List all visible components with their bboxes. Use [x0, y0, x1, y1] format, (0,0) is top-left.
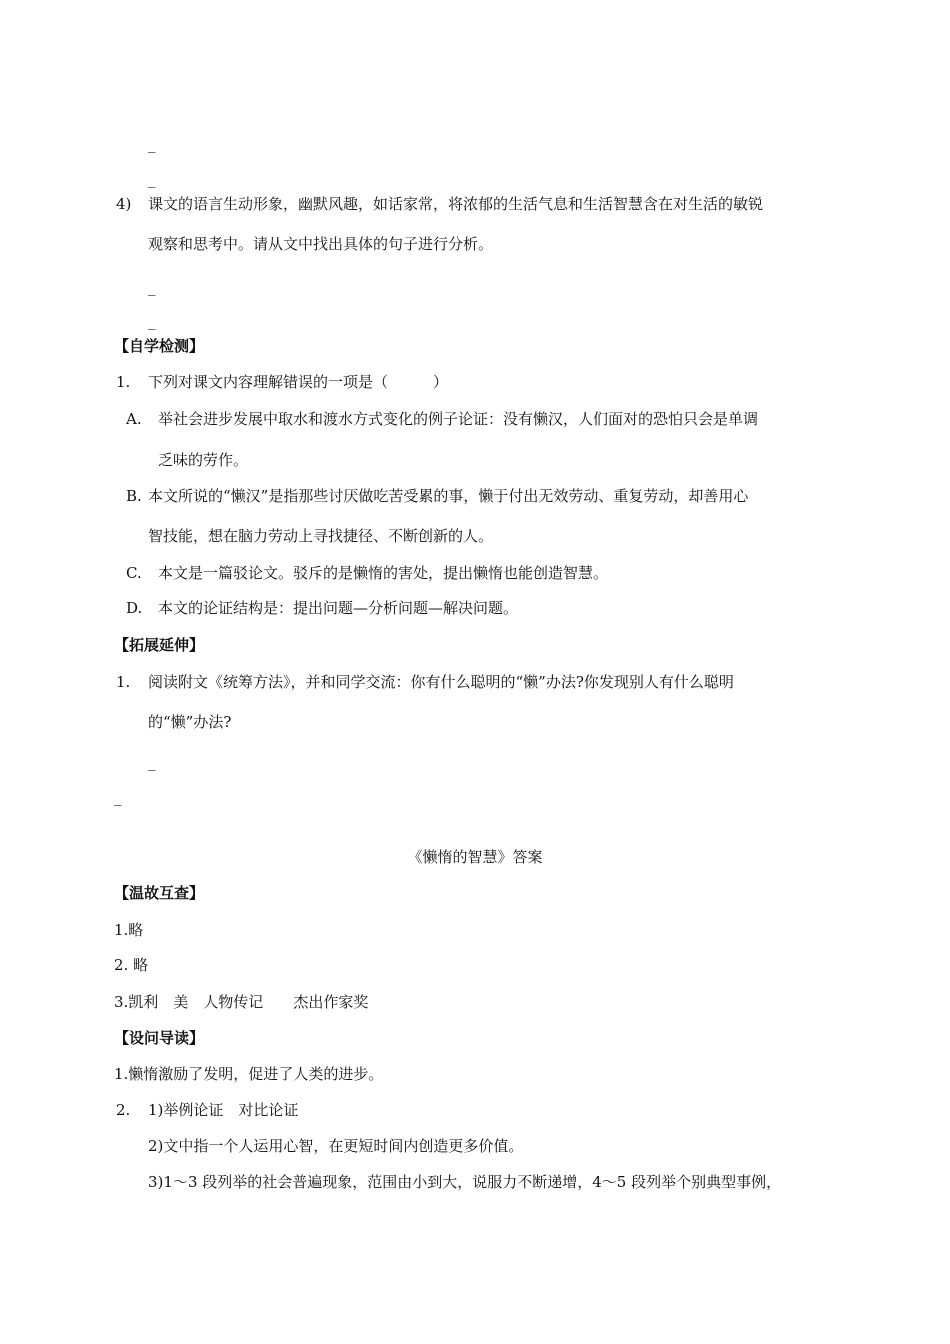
option-text-d: 本文的论证结构是：提出问题—分析问题—解决问题。 [158, 599, 519, 617]
section-heading-guide: 【设问导读】 [114, 1029, 205, 1047]
option-text-c: 本文是一篇驳论文。驳斥的是懒惰的害处，提出懒惰也能创造智慧。 [158, 564, 609, 582]
option-label-d: D. [126, 599, 143, 617]
section-heading-self-test: 【自学检测】 [114, 337, 205, 355]
question-number: 2. [116, 1101, 131, 1119]
option-text-a: 举社会进步发展中取水和渡水方式变化的例子论证：没有懒汉，人们面对的恐怕只会是单调 [158, 410, 759, 428]
answer-blank-line: _ [148, 278, 156, 296]
answer-item: 1)举例论证 对比论证 [148, 1101, 299, 1119]
answer-item: 1.略 [114, 921, 144, 939]
question-text: 下列对课文内容理解错误的一项是（ ） [148, 373, 449, 391]
section-heading-extension: 【拓展延伸】 [114, 636, 205, 654]
option-label-a: A. [126, 410, 142, 428]
question-text: 阅读附文《统筹方法》，并和同学交流：你有什么聪明的“懒”办法?你发现别人有什么聪明 [148, 673, 734, 691]
question-number: 4) [116, 195, 132, 213]
answer-blank-line: _ [148, 170, 156, 188]
answer-key-title: 《懒惰的智慧》答案 [407, 848, 543, 866]
answer-item: 2)文中指一个人运用心智，在更短时间内创造更多价值。 [148, 1137, 524, 1155]
question-text: 观察和思考中。请从文中找出具体的句子进行分析。 [148, 235, 494, 253]
answer-item: 3)1～3 段列举的社会普遍现象，范围由小到大，说服力不断递增，4～5 段列举个别典型事例， [148, 1173, 782, 1191]
section-heading-review: 【温故互查】 [114, 884, 205, 902]
answer-item: 2. 略 [114, 956, 149, 974]
question-number: 1. [116, 673, 131, 691]
question-number: 1. [116, 373, 131, 391]
option-label-c: C. [126, 564, 142, 582]
answer-blank-line: _ [148, 135, 156, 153]
answer-blank-line: _ [114, 788, 122, 806]
answer-blank-line: _ [148, 753, 156, 771]
question-text: 课文的语言生动形象，幽默风趣，如话家常，将浓郁的生活气息和生活智慧含在对生活的敏锐 [148, 195, 764, 213]
option-text-b: 智技能，想在脑力劳动上寻找捷径、不断创新的人。 [148, 527, 494, 545]
question-text: 的“懒”办法? [148, 713, 232, 731]
answer-item: 1.懒惰激励了发明，促进了人类的进步。 [114, 1065, 384, 1083]
answer-blank-line: _ [148, 312, 156, 330]
option-text-a: 乏味的劳作。 [158, 451, 249, 469]
option-label-b: B. [126, 487, 142, 505]
answer-item: 3.凯利 美 人物传记 杰出作家奖 [114, 993, 369, 1011]
option-text-b: 本文所说的“懒汉”是指那些讨厌做吃苦受累的事，懒于付出无效劳动、重复劳动，却善用心 [148, 487, 749, 505]
